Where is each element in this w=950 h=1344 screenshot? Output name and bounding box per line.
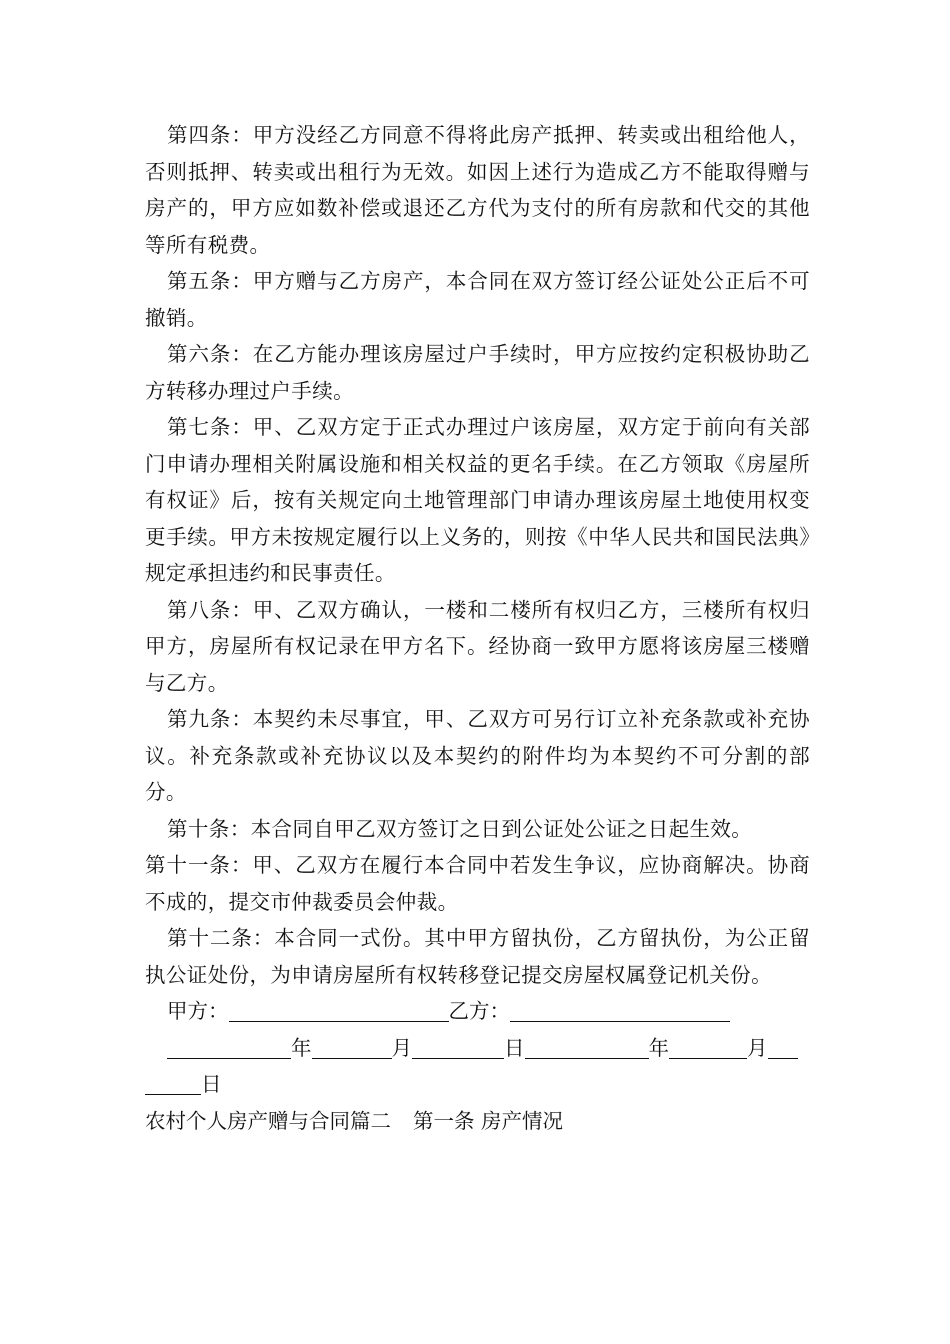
signature-line (145, 993, 810, 1030)
month-b-label: 月 (747, 1035, 768, 1060)
clause-5: 第五条：甲方赠与乙方房产，本合同在双方签订经公证处公正后不可撤销。 (145, 269, 810, 330)
next-section-first-clause: 第一条 房产情况 (413, 1108, 564, 1133)
month-a-label: 月 (391, 1035, 412, 1060)
clause-11: 第十一条：甲、乙双方在履行本合同中若发生争议，应协商解决。协商不成的，提交市仲裁委员会仲裁。 (145, 853, 810, 914)
document-page (145, 117, 810, 1139)
day-a-blank (412, 1036, 504, 1059)
month-a-blank (312, 1036, 392, 1059)
clause-10: 第十条：本合同自甲乙双方签订之日到公证处公证之日起生效。 (167, 816, 753, 841)
clause-12: 第十二条：本合同一式份。其中甲方留执份，乙方留执份，为公正留执公证处份，为申请房屋所有权转移登记提交房屋权属登记机关份。 (145, 926, 810, 987)
date-line-continued (145, 1066, 810, 1103)
clause-9: 第九条：本契约未尽事宜，甲、乙双方可另行订立补充条款或补充协议。补充条款或补充协议以及本契约的附件均为本契约不可分割的部分。 (145, 707, 810, 804)
year-b-blank (525, 1036, 649, 1059)
party-a-blank (229, 999, 449, 1022)
party-b-blank (510, 999, 730, 1022)
day-b-blank-start (768, 1036, 798, 1059)
day-b-blank-end (145, 1072, 201, 1095)
day-a-label: 日 (504, 1035, 525, 1060)
date-line (145, 1030, 810, 1067)
party-a-label: 甲方： (167, 999, 229, 1023)
clause-4: 第四条：甲方没经乙方同意不得将此房产抵押、转卖或出租给他人，否则抵押、转卖或出租行为无效。如因上述行为造成乙方不能取得赠与房产的，甲方应如数补偿或退还乙方代为支付的所有房款和代交的其他等所有税费。 (145, 123, 810, 257)
clause-7: 第七条：甲、乙双方定于正式办理过户该房屋，双方定于前向有关部门申请办理相关附属设施和相关权益的更名手续。在乙方领取《房屋所有权证》后，按有关规定向土地管理部门申请办理该房屋土地使用权变更手续。甲方未按规定履行以上义务的，则按《中华人民共和国民法典》规定承担违约和民事责任。 (145, 415, 810, 585)
next-section-heading (145, 1103, 810, 1140)
day-b-label: 日 (201, 1072, 222, 1096)
clause-8: 第八条：甲、乙双方确认，一楼和二楼所有权归乙方，三楼所有权归甲方，房屋所有权记录在甲方名下。经协商一致甲方愿将该房屋三楼赠与乙方。 (145, 597, 810, 695)
clause-6: 第六条：在乙方能办理该房屋过户手续时，甲方应按约定积极协助乙方转移办理过户手续。 (145, 342, 810, 403)
year-a-label: 年 (291, 1035, 312, 1060)
party-b-label: 乙方： (448, 999, 510, 1023)
year-b-label: 年 (648, 1035, 669, 1060)
month-b-blank (669, 1036, 747, 1059)
next-section-title: 农村个人房产赠与合同篇二 (145, 1108, 391, 1133)
year-a-blank (167, 1036, 291, 1059)
